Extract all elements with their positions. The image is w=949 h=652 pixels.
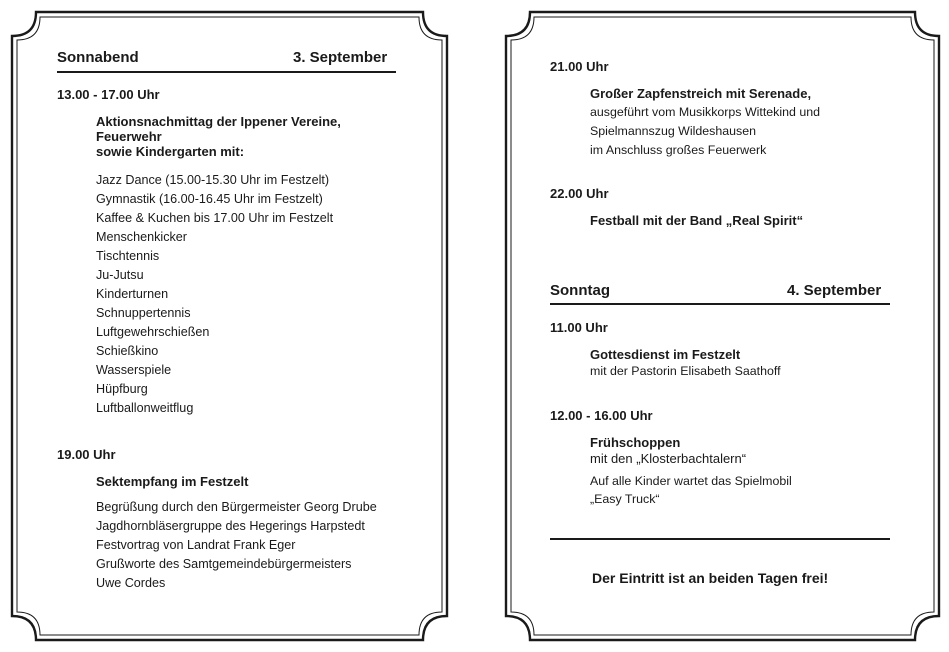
time-slot: 19.00 Uhr	[57, 447, 116, 462]
event-heading-line: sowie Kindergarten mit:	[96, 144, 245, 159]
divider	[550, 538, 890, 540]
time-slot: 22.00 Uhr	[550, 186, 609, 201]
event-title: Großer Zapfenstreich mit Serenade,	[590, 86, 812, 101]
detail-line: ausgeführt vom Musikkorps Wittekind und	[590, 105, 821, 119]
list-item: Kaffee & Kuchen bis 17.00 Uhr im Festzelt	[96, 211, 334, 225]
day-name-sunday: Sonntag	[550, 282, 610, 299]
event-details	[96, 498, 377, 593]
day-rule	[57, 71, 396, 73]
event-title: Sektempfang im Festzelt	[96, 474, 249, 489]
detail-line: Spielmannszug Wildeshausen	[590, 124, 756, 138]
detail-line: mit der Pastorin Elisabeth Saathoff	[590, 364, 781, 378]
list-item: Schnuppertennis	[96, 306, 191, 320]
list-item: Jazz Dance (15.00-15.30 Uhr im Festzelt)	[96, 173, 330, 187]
admission-note: Der Eintritt ist an beiden Tagen frei!	[592, 570, 829, 586]
detail-line: „Easy Truck“	[590, 492, 660, 506]
detail-line: im Anschluss großes Feuerwerk	[590, 143, 767, 157]
list-item: Hüpfburg	[96, 382, 148, 396]
detail-line: Jagdhornbläsergruppe des Hegerings Harpstedt	[96, 519, 365, 533]
time-slot: 12.00 - 16.00 Uhr	[550, 408, 653, 423]
detail-line: Auf alle Kinder wartet das Spielmobil	[590, 474, 792, 488]
event-title: Gottesdienst im Festzelt	[590, 347, 741, 362]
event-title: Festball mit der Band „Real Spirit“	[590, 213, 804, 228]
list-item: Ju-Jutsu	[96, 268, 144, 282]
detail-line: Festvortrag von Landrat Frank Eger	[96, 538, 296, 552]
time-slot: 11.00 Uhr	[550, 320, 608, 335]
detail-line: Uwe Cordes	[96, 576, 166, 590]
event-heading-line: Aktionsnachmittag der Ippener Vereine,	[96, 114, 341, 129]
event-title: Frühschoppen	[590, 435, 681, 450]
event-details	[590, 472, 792, 508]
event-details	[590, 103, 820, 160]
detail-line: Begrüßung durch den Bürgermeister Georg Drube	[96, 500, 377, 514]
list-item: Tischtennis	[96, 249, 160, 263]
list-item: Luftballonweitflug	[96, 401, 194, 415]
day-date-saturday: 3. September	[293, 49, 388, 66]
activity-list	[96, 171, 333, 418]
list-item: Menschenkicker	[96, 230, 187, 244]
list-item: Gymnastik (16.00-16.45 Uhr im Festzelt)	[96, 192, 323, 206]
list-item: Luftgewehrschießen	[96, 325, 210, 339]
day-date-sunday: 4. September	[787, 282, 882, 299]
list-item: Wasserspiele	[96, 363, 172, 377]
detail-line: Grußworte des Samtgemeindebürgermeisters	[96, 557, 352, 571]
event-heading-line: Feuerwehr	[96, 129, 162, 144]
event-heading	[96, 114, 341, 159]
day-name-saturday: Sonnabend	[57, 49, 139, 66]
day-rule	[550, 303, 890, 305]
time-slot: 21.00 Uhr	[550, 59, 609, 74]
list-item: Kinderturnen	[96, 287, 169, 301]
event-subtitle: mit den „Klosterbachtalern“	[590, 451, 747, 466]
list-item: Schießkino	[96, 344, 159, 358]
time-slot: 13.00 - 17.00 Uhr	[57, 87, 160, 102]
